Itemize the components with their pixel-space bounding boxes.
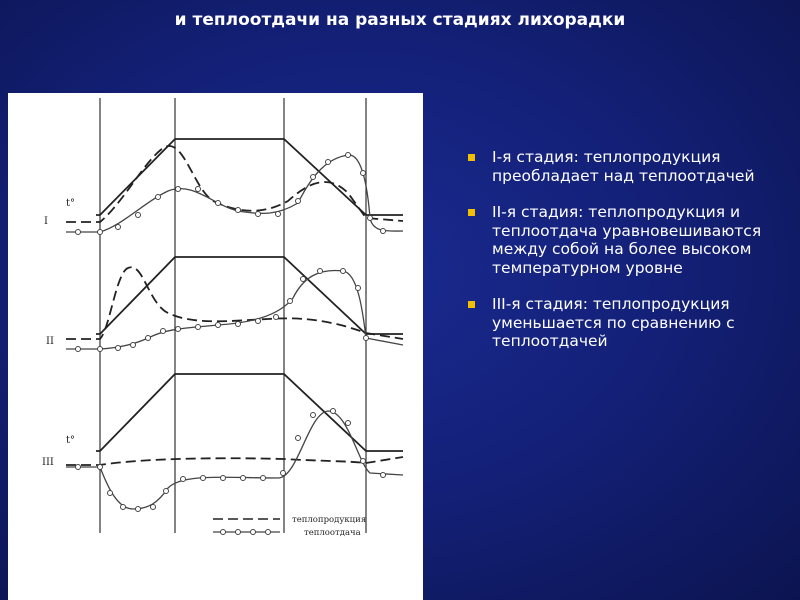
list-item-stage-1 [468,148,768,185]
list-item-stage-2 [468,203,768,277]
row3-label: III [42,457,54,468]
row3-heat-loss-curve [66,411,403,509]
bullet-square-icon [468,154,475,161]
slide-title: и теплоотдачи на разных стадиях лихорадки [174,10,626,30]
row3-axis-label: t° [66,435,76,446]
row3-temperature-curve [96,374,403,451]
row1-label: I [44,216,48,227]
bullet-square-icon [468,209,475,216]
fever-stages-diagram [8,93,423,600]
row2-temperature-curve [96,257,403,334]
stage-description-list [468,148,768,369]
list-item-stage-3 [468,295,768,351]
fever-stages-figure [8,93,423,600]
row2-label: II [46,336,54,347]
bullet-square-icon [468,301,475,308]
row1-temperature-curve [96,139,403,215]
row3-heat-production-curve [66,457,403,465]
list-item-text: II-я стадия: теплопродукция и теплоотдача уравновешиваются между собой на более высоком температурном уровне [492,203,762,277]
row3-heat-loss-markers [76,409,386,512]
list-item-text: III-я стадия: теплопродукция уменьшается по сравнению с теплоотдачей [492,295,735,350]
row1-axis-label: t° [66,198,76,209]
row1-heat-loss-curve [66,155,403,232]
legend-heat-loss-label: теплоотдача [304,528,361,538]
row2-heat-loss-curve [66,270,403,349]
legend-heat-production-label: теплопродукция [292,515,367,525]
list-item-text: I-я стадия: теплопродукция преобладает над теплоотдачей [492,148,755,185]
